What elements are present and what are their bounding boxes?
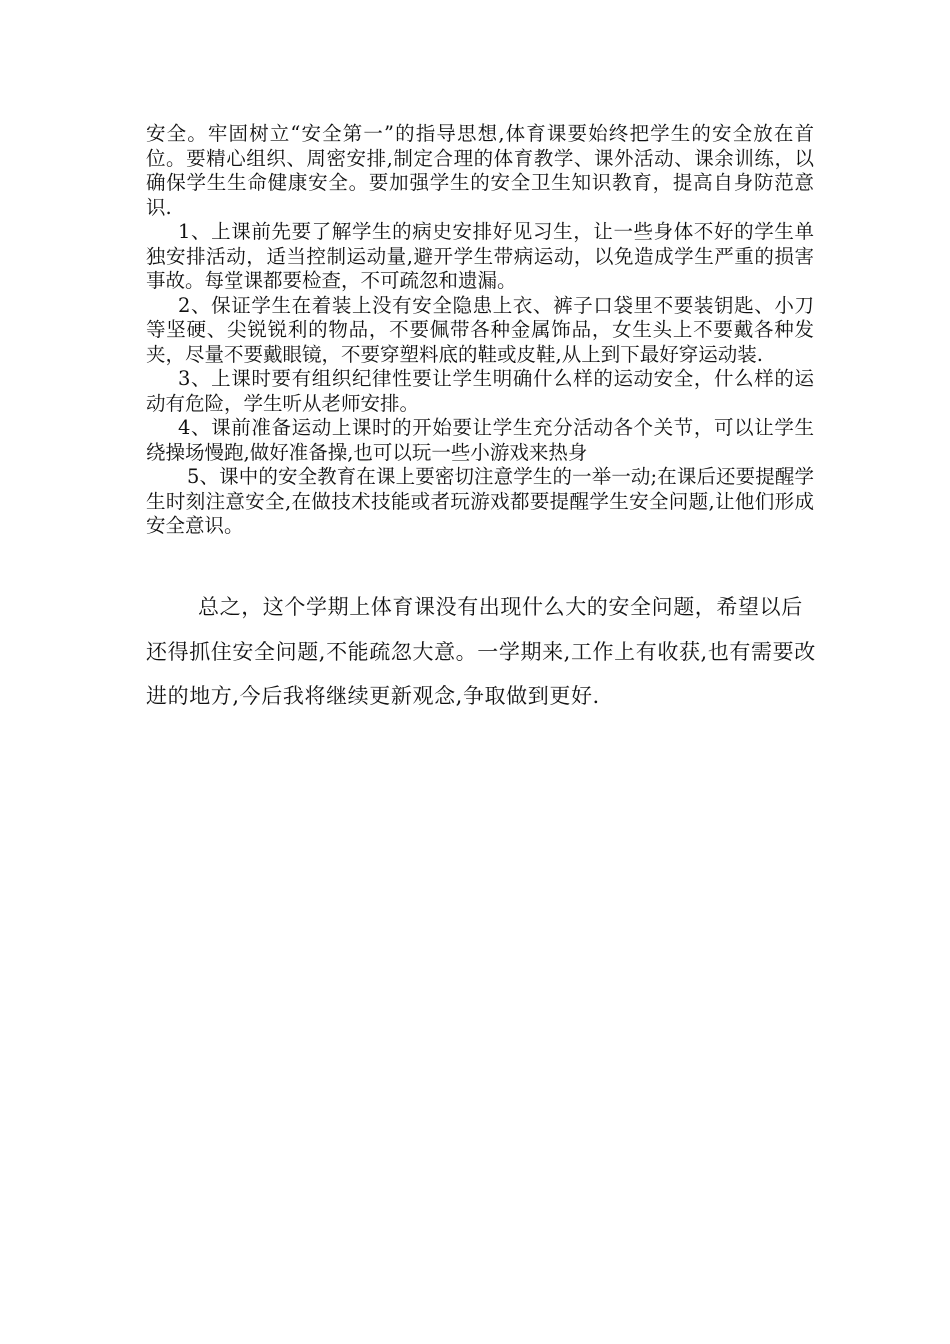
paragraph-item-1: 1、上课前先要了解学生的病史安排好见习生，让一些身体不好的学生单独安排活动，适当控制运动量,避开学生带病运动，以免造成学生严重的损害事故。每堂课都要检查，不可疏忽和遗漏。 — [146, 220, 814, 292]
summary-section — [146, 585, 816, 719]
document-body — [146, 122, 814, 539]
paragraph-safety-intro: 安全。牢固树立“安全第一”的指导思想,体育课要始终把学生的安全放在首位。要精心组织、周密安排,制定合理的体育教学、课外活动、课余训练，以确保学生生命健康安全。要加强学生的安全卫生知识教育，提高自身防范意识. — [146, 122, 814, 219]
paragraph-summary: 总之，这个学期上体育课没有出现什么大的安全问题，希望以后还得抓住安全问题,不能疏忽大意。一学期来,工作上有收获,也有需要改进的地方,今后我将继续更新观念,争取做到更好. — [146, 595, 816, 708]
paragraph-item-5: 5、课中的安全教育在课上要密切注意学生的一举一动;在课后还要提醒学生时刻注意安全,在做技术技能或者玩游戏都要提醒学生安全问题,让他们形成安全意识。 — [146, 465, 814, 537]
paragraph-item-4: 4、课前准备运动上课时的开始要让学生充分活动各个关节，可以让学生绕操场慢跑,做好准备操,也可以玩一些小游戏来热身 — [146, 416, 814, 464]
paragraph-item-2: 2、保证学生在着装上没有安全隐患上衣、裤子口袋里不要装钥匙、小刀等坚硬、尖锐锐利的物品，不要佩带各种金属饰品，女生头上不要戴各种发夹，尽量不要戴眼镜，不要穿塑料底的鞋或皮鞋,从上到下最好穿运动装. — [146, 293, 814, 366]
paragraph-item-3: 3、上课时要有组织纪律性要让学生明确什么样的运动安全，什么样的运动有危险，学生听从老师安排。 — [146, 367, 814, 415]
